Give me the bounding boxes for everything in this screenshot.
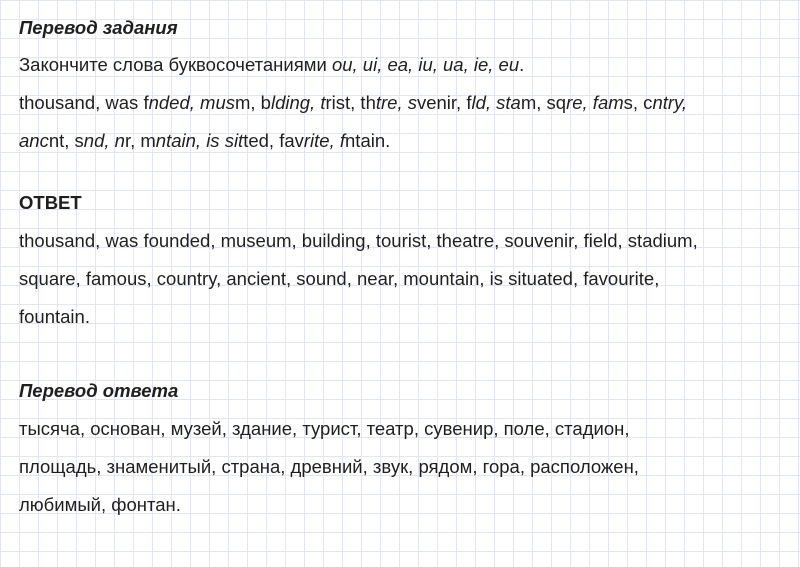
exercise-fragment: tre, s (375, 92, 417, 113)
exercise-fragment: m, sq (520, 92, 567, 113)
answer-section (19, 184, 789, 336)
task-heading-row (19, 10, 789, 46)
exercise-fragment: ntry, (652, 92, 688, 113)
answer-line: square, famous, country, ancient, sound, near, mountain, is situated, favourite, (19, 268, 660, 289)
answer-heading-row (19, 184, 789, 222)
exercise-fragment: s, c (623, 92, 653, 113)
exercise-line-1 (19, 84, 789, 122)
answer-translation-heading-row (19, 372, 789, 410)
exercise-fragment: r, m (124, 130, 156, 151)
exercise-fragment: m, b (234, 92, 271, 113)
page-content (19, 10, 789, 524)
exercise-fragment: nt, s (48, 130, 84, 151)
exercise-fragment: ld, sta (471, 92, 521, 113)
exercise-fragment: re, fam (566, 92, 624, 113)
answer-translation-heading: Перевод ответа (19, 380, 179, 401)
translation-line: любимый, фонтан. (19, 494, 181, 515)
exercise-fragment: lding, t (270, 92, 326, 113)
answer-heading: ОТВЕТ (19, 192, 82, 213)
exercise-line-2 (19, 122, 789, 160)
exercise-fragment: venir, f (416, 92, 472, 113)
exercise-fragment: nded, mus (148, 92, 235, 113)
task-heading: Перевод задания (19, 17, 178, 38)
task-section (19, 10, 789, 160)
exercise-fragment: ted, fav (243, 130, 304, 151)
translation-line: тысяча, основан, музей, здание, турист, театр, сувенир, поле, стадион, (19, 418, 630, 439)
instruction-prefix: Закончите слова буквосочетаниями (19, 54, 332, 75)
instruction-suffix: . (519, 54, 525, 75)
exercise-fragment: nd, n (83, 130, 125, 151)
translation-line: площадь, знаменитый, страна, древний, звук, рядом, гора, расположен, (19, 456, 639, 477)
task-instruction (19, 46, 789, 84)
instruction-letters: ou, ui, ea, iu, ua, ie, eu (331, 54, 520, 75)
answer-translation-section (19, 372, 789, 524)
exercise-fragment: rist, th (325, 92, 376, 113)
answer-line: thousand, was founded, museum, building, tourist, theatre, souvenir, field, stadium, (19, 230, 698, 251)
exercise-fragment: anc (19, 130, 49, 151)
exercise-fragment: ntain, is sit (155, 130, 244, 151)
exercise-fragment: rite, f (303, 130, 346, 151)
answer-line: fountain. (19, 306, 90, 327)
exercise-fragment: ntain. (345, 130, 391, 151)
exercise-fragment: thousand, was f (19, 92, 149, 113)
